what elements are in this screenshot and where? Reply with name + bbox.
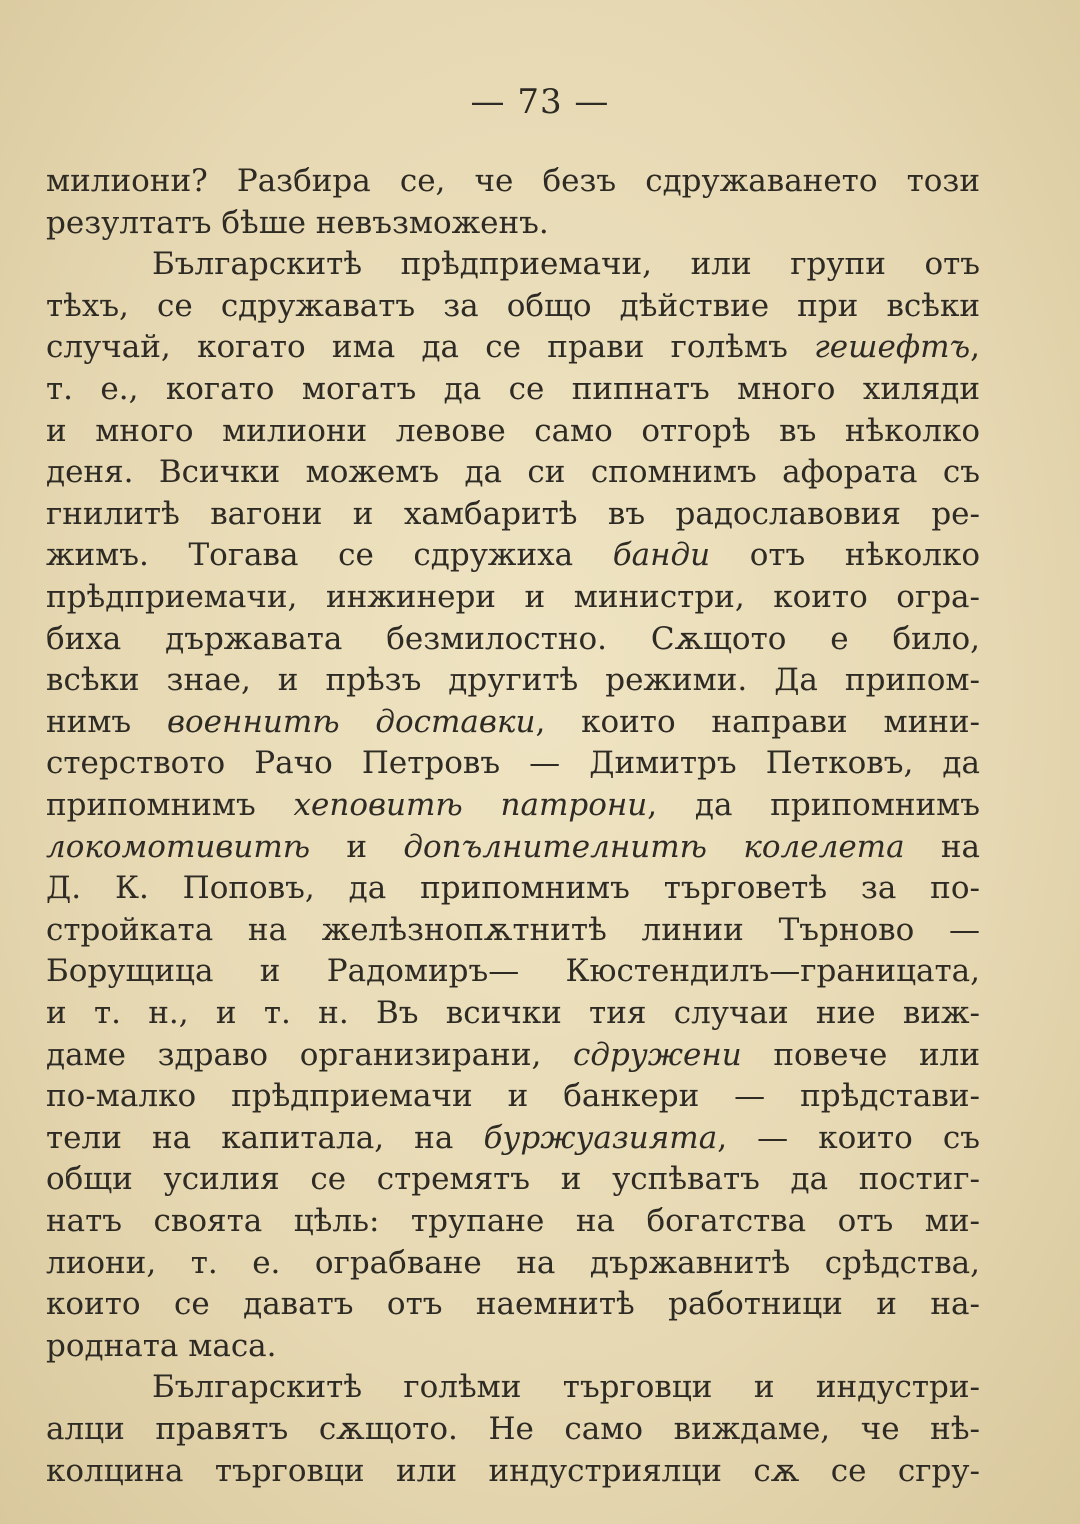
- text-segment: общи усилия се стремятъ и успѣватъ да постиг-: [46, 1161, 980, 1197]
- text-segment: ,: [970, 329, 980, 365]
- text-line: [46, 1450, 980, 1492]
- text-segment: които се даватъ отъ наемнитѣ работници и на-: [46, 1286, 980, 1322]
- text-segment: , — които съ: [717, 1120, 980, 1156]
- text-line: [46, 1034, 980, 1076]
- text-segment: случай, когато има да се прави голѣмъ: [46, 329, 815, 365]
- text-segment: жимъ. Тогава се сдружиха: [46, 537, 613, 573]
- text-segment: по-малко прѣдприемачи и банкери — прѣдстави-: [46, 1078, 980, 1114]
- text-segment: резултатъ бѣше невъзможенъ.: [46, 205, 549, 241]
- text-segment: гнилитѣ вагони и хамбаритѣ въ радославовия ре-: [46, 496, 980, 532]
- text-segment: тели на капитала, на: [46, 1120, 484, 1156]
- text-line: [46, 368, 980, 410]
- text-segment: натъ своята цѣль: трупане на богатства отъ ми-: [46, 1203, 980, 1239]
- italic-phrase: хеповитѣ патрони: [293, 787, 648, 823]
- text-line: [46, 534, 980, 576]
- text-segment: лиони, т. е. ограбване на държавнитѣ срѣдства,: [46, 1245, 980, 1281]
- text-line: [46, 618, 980, 660]
- text-segment: Д. К. Поповъ, да припомнимъ търговетѣ за по-: [46, 870, 980, 906]
- text-segment: даме здраво организирани,: [46, 1037, 573, 1073]
- text-segment: и много милиони левове само отгорѣ въ нѣколко: [46, 413, 980, 449]
- text-segment: припомнимъ: [46, 787, 294, 823]
- text-segment: прѣдприемачи, инжинери и министри, които огра-: [46, 579, 980, 615]
- text-line: [46, 867, 980, 909]
- text-line: [46, 659, 980, 701]
- text-segment: биха държавата безмилостно. Сѫщото е било,: [46, 621, 980, 657]
- text-line: [152, 243, 980, 285]
- text-line: [46, 1242, 980, 1284]
- italic-phrase: допълнителнитѣ колелета: [403, 829, 905, 865]
- text-segment: деня. Всички можемъ да си спомнимъ афората съ: [46, 454, 980, 490]
- text-segment: отъ нѣколко: [710, 537, 981, 573]
- text-segment: Борущица и Радомиръ— Кюстендилъ—границата,: [46, 953, 980, 989]
- text-segment: алци правятъ сѫщото. Не само виждаме, че нѣ-: [46, 1411, 980, 1447]
- text-line: [46, 410, 980, 452]
- text-segment: , които направи мини-: [535, 704, 981, 740]
- text-segment: на: [904, 829, 980, 865]
- text-line: [46, 1408, 980, 1450]
- text-line: [46, 826, 980, 868]
- text-line: [46, 992, 980, 1034]
- text-segment: стерството Рачо Петровъ — Димитръ Петковъ, да: [46, 745, 980, 781]
- text-line: [46, 1325, 980, 1367]
- italic-phrase: банди: [612, 537, 711, 573]
- text-line: [46, 576, 980, 618]
- text-line: [46, 493, 980, 535]
- text-segment: , да припомнимъ: [647, 787, 980, 823]
- text-line: [46, 285, 980, 327]
- text-line: [46, 909, 980, 951]
- text-segment: родната маса.: [46, 1328, 277, 1364]
- italic-phrase: военнитѣ доставки: [166, 704, 536, 740]
- text-segment: тѣхъ, се сдружаватъ за общо дѣйствие при всѣки: [46, 288, 980, 324]
- text-line: [46, 326, 980, 368]
- text-line: [46, 701, 980, 743]
- text-line: [46, 742, 980, 784]
- text-segment: стройката на желѣзнопѫтнитѣ линии Търново —: [46, 912, 980, 948]
- text-segment: нимъ: [46, 704, 167, 740]
- page-number: — 73 —: [470, 82, 610, 122]
- text-segment: Българскитѣ голѣми търговци и индустри-: [152, 1369, 980, 1405]
- text-line: [46, 1283, 980, 1325]
- text-line: [46, 160, 980, 202]
- italic-phrase: локомотивитѣ: [46, 829, 311, 865]
- italic-phrase: буржуазията: [483, 1120, 718, 1156]
- text-line: [152, 1366, 980, 1408]
- text-line: [46, 1117, 980, 1159]
- text-segment: колцина търговци или индустриялци сѫ се сгру-: [46, 1453, 980, 1489]
- italic-phrase: гешефтъ: [814, 329, 971, 365]
- text-segment: милиони? Разбира се, че безъ сдружаването този: [46, 163, 980, 199]
- text-segment: повече или: [741, 1037, 980, 1073]
- text-line: [46, 202, 980, 244]
- text-line: [46, 950, 980, 992]
- text-segment: т. е., когато могатъ да се пипнатъ много хиляди: [46, 371, 980, 407]
- text-segment: и т. н., и т. н. Въ всички тия случаи ние виж-: [46, 995, 980, 1031]
- text-line: [46, 784, 980, 826]
- text-segment: Българскитѣ прѣдприемачи, или групи отъ: [152, 246, 980, 282]
- text-line: [46, 1200, 980, 1242]
- text-line: [46, 451, 980, 493]
- text-line: [46, 1075, 980, 1117]
- text-segment: всѣки знае, и прѣзъ другитѣ режими. Да припом-: [46, 662, 980, 698]
- italic-phrase: сдружени: [572, 1037, 742, 1073]
- text-segment: и: [310, 829, 404, 865]
- text-line: [46, 1158, 980, 1200]
